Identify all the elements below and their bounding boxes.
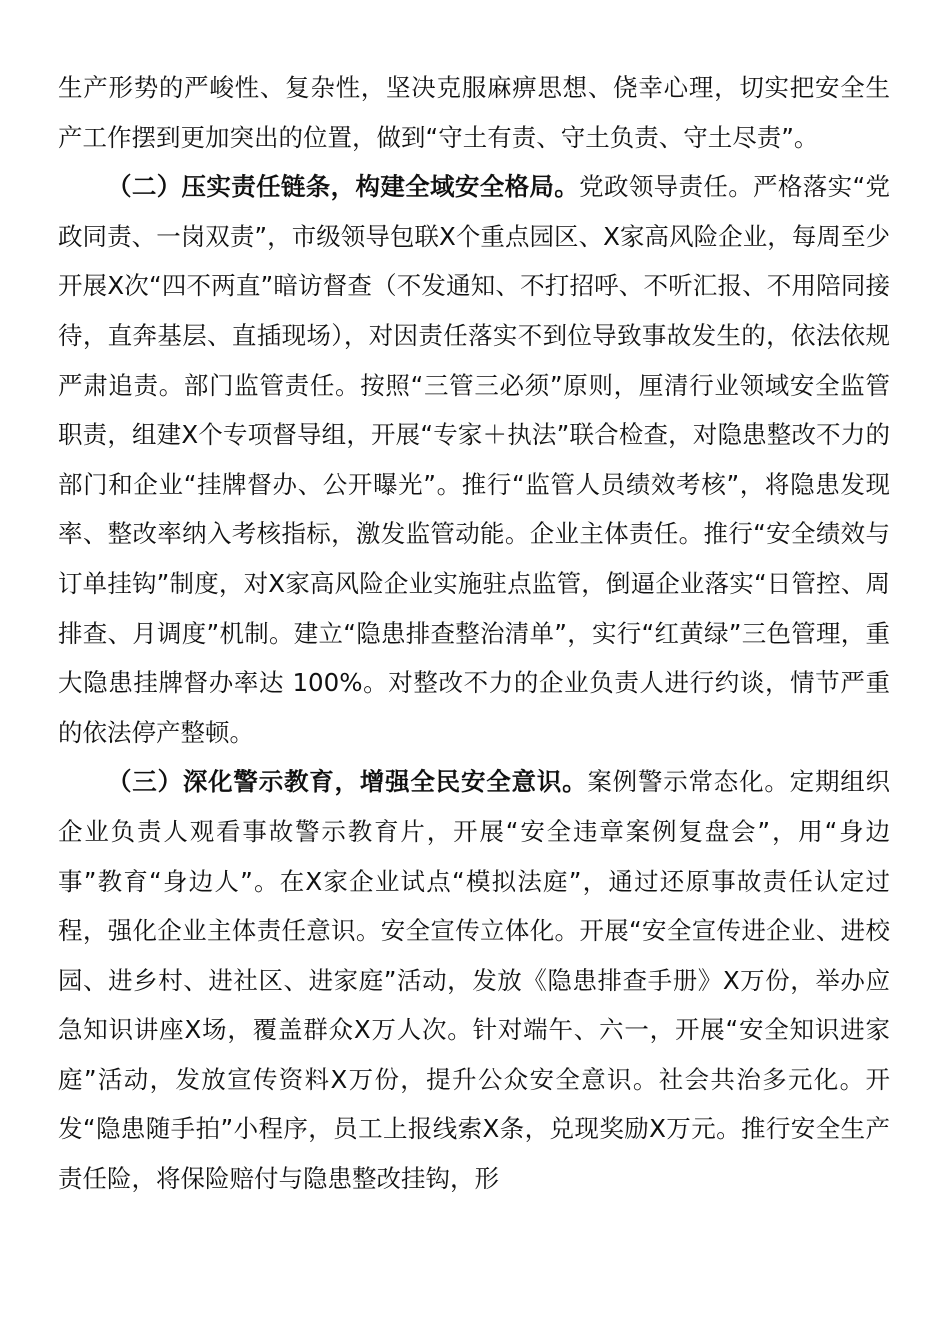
paragraph-text: 党政领导责任。严格落实“党政同责、一岗双责”，市级领导包联X个重点园区、X家高风险企业，每周至少开展X次“四不两直”暗访督查（不发通知、不打招呼、不听汇报、不用陪同接待，直奔基层、直插现场），对因责任落实不到位导致事故发生的，依法依规严肃追责。部门监管责任。按照“三管三必须”原则，厘清行业领域安全监管职责，组建X个专项督导组，开展“专家＋执法”联合检查，对隐患整改不力的部门和企业“挂牌督办、公开曝光”。推行“监管人员绩效考核”，将隐患发现率、整改率纳入考核指标，激发监管动能。企业主体责任。推行“安全绩效与订单挂钩”制度，对X家高风险企业实施驻点监管，倒逼企业落实“日管控、周排查、月调度”机制。建立“隐患排查整治清单”，实行“红黄绿”三色管理，重大隐患挂牌督办率达 100%。对整改不力的企业负责人进行约谈，情节严重的依法停产整顿。 — [58, 172, 890, 747]
paragraph-text: 生产形势的严峻性、复杂性，坚决克服麻痹思想、侥幸心理，切实把安全生产工作摆到更加突出的位置，做到“守土有责、守土负责、守土尽责”。 — [58, 73, 890, 152]
section-heading: （三）深化警示教育，增强全民安全意识。 — [107, 767, 588, 797]
section-heading: （二）压实责任链条，构建全域安全格局。 — [107, 172, 580, 202]
paragraph-continuation — [58, 63, 890, 162]
paragraph-section-3 — [58, 757, 890, 1203]
paragraph-section-2 — [58, 162, 890, 757]
paragraph-text: 案例警示常态化。定期组织企业负责人观看事故警示教育片，开展“安全违章案例复盘会”，用“身边事”教育“身边人”。在X家企业试点“模拟法庭”，通过还原事故责任认定过程，强化企业主体责任意识。安全宣传立体化。开展“安全宣传进企业、进校园、进乡村、进社区、进家庭”活动，发放《隐患排查手册》X万份，举办应急知识讲座X场，覆盖群众X万人次。针对端午、六一，开展“安全知识进家庭”活动，发放宣传资料X万份，提升公众安全意识。社会共治多元化。开发“隐患随手拍”小程序，员工上报线索X条，兑现奖励X万元。推行安全生产责任险，将保险赔付与隐患整改挂钩，形 — [58, 767, 891, 1194]
